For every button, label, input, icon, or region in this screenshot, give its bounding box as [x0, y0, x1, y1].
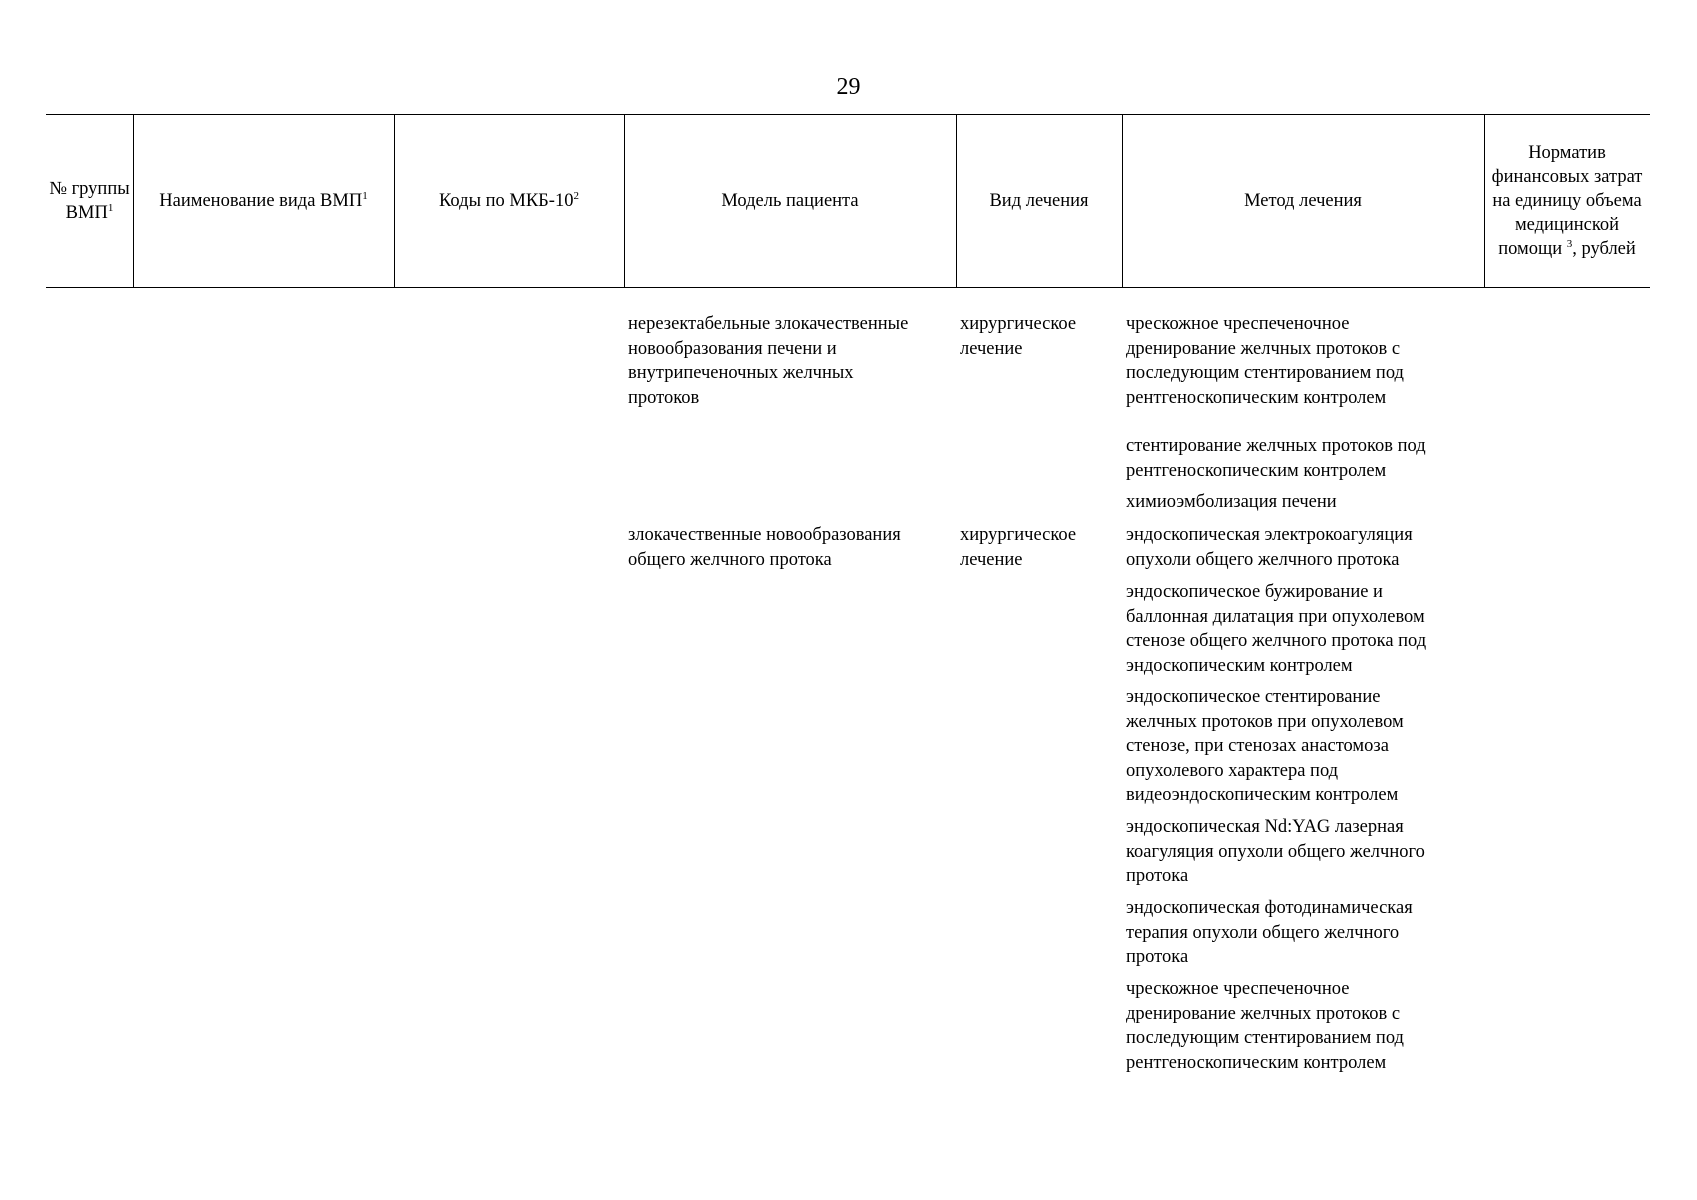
header-icd-codes-footnote: 2 [573, 189, 579, 202]
row-2-method-5: эндоскопическая фотодинамическая терапия опухоли общего желчного протока [1126, 898, 1413, 967]
header-treatment-type: Вид лечения [989, 191, 1089, 211]
row-2-method-1: эндоскопическая электрокоагуляция опухоли общего желчного протока [1126, 525, 1413, 570]
header-vmp-name-footnote: 1 [362, 189, 368, 202]
header-vmp-name-label: Наименование вида ВМП [159, 191, 363, 211]
row-2-method-2: эндоскопическое бужирование и баллонная дилатация при опухолевом стенозе общего желчного протока под эндоскопическим контролем [1126, 582, 1427, 676]
row-1-patient-model: нерезектабельные злокачественные новообразования печени и внутрипеченочных желчных протоков [628, 314, 909, 408]
header-icd-codes [394, 115, 624, 287]
row-1-method-1: чрескожное чреспеченочное дренирование желчных протоков с последующим стентированием под рентгеноскопическим контролем [1126, 314, 1404, 408]
header-group-no [46, 115, 133, 287]
header-patient-model: Модель пациента [721, 191, 859, 211]
header-cost-norm-label: Норматив финансовых затрат на единицу объема медицинской помощи [1491, 143, 1643, 259]
row-2-patient-model: злокачественные новообразования общего желчного протока [628, 525, 901, 570]
row-2-treatment-type: хирургическое лечение [960, 525, 1077, 570]
row-1-method-3: химиоэмболизация печени [1126, 492, 1337, 512]
row-2-method-6: чрескожное чреспеченочное дренирование желчных протоков с последующим стентированием под рентгеноскопическим контролем [1126, 979, 1404, 1073]
header-vmp-name [133, 115, 394, 287]
header-icd-codes-label: Коды по МКБ-10 [439, 191, 574, 211]
header-cost-norm-unit: , рублей [1572, 239, 1636, 259]
header-group-no-label: № группы ВМП [49, 179, 130, 223]
row-2-method-4: эндоскопическая Nd:YAG лазерная коагуляция опухоли общего желчного протока [1126, 817, 1425, 886]
header-treatment-method: Метод лечения [1244, 191, 1362, 211]
row-1-method-2: стентирование желчных протоков под рентгеноскопическим контролем [1126, 436, 1426, 481]
header-group-no-footnote: 1 [107, 201, 114, 214]
row-1-treatment-type: хирургическое лечение [960, 314, 1077, 359]
page-number: 29 [836, 74, 861, 100]
row-2-method-3: эндоскопическое стентирование желчных протоков при опухолевом стенозе, при стенозах анастомоза опухолевого характера под видеоэндоскопическим контролем [1126, 687, 1404, 805]
table-header [46, 114, 1650, 288]
header-cost-norm-footnote: 3 [1566, 237, 1573, 250]
header-cost-norm [1484, 115, 1650, 287]
